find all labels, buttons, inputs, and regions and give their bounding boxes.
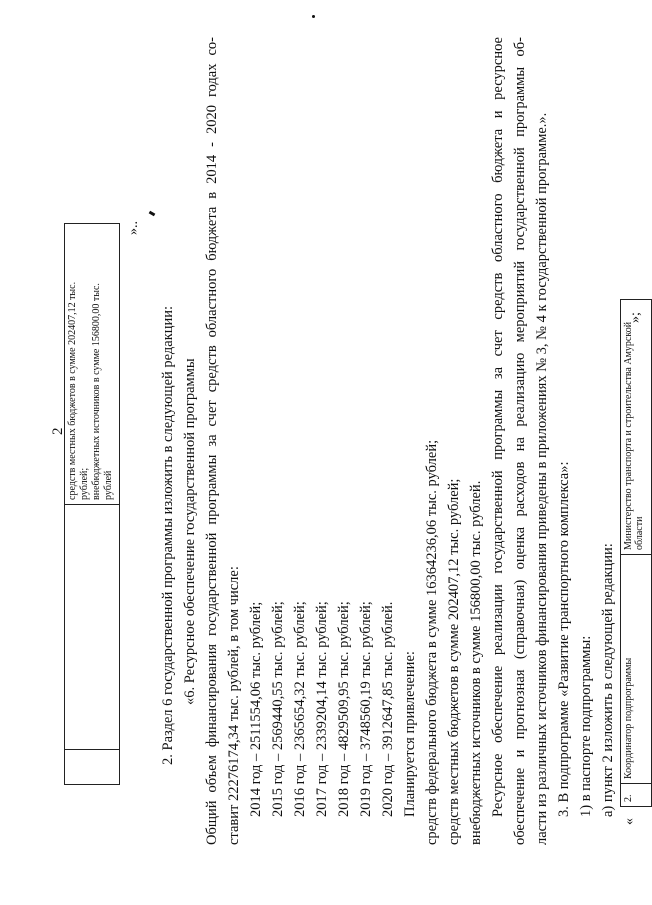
- paragraph-line: Ресурсное обеспечение реализации государственной программы за счет средств областного бюджета и ресурсное: [490, 37, 506, 817]
- year-line: 2019 год – 3748560,19 тыс. рублей;: [358, 601, 374, 817]
- paragraph-line: средств федерального бюджета в сумме 16364236,06 тыс. рублей;: [424, 439, 440, 845]
- table-cell-empty: [65, 505, 120, 750]
- opening-quote: «: [622, 818, 637, 825]
- funding-line: рублей;: [79, 467, 90, 500]
- funding-line: внебюджетных источников в сумме 156800,00 тыс.: [91, 283, 102, 500]
- paragraph-line: 3. В подпрограмме «Развитие транспортного комплекса»:: [556, 461, 572, 817]
- funding-line: рублей: [103, 470, 114, 500]
- table-cell-number: 2.: [621, 784, 652, 807]
- year-line: 2016 год – 2365654,32 тыс. рублей;: [292, 601, 308, 817]
- paragraph-line: средств местных бюджетов в сумме 202407,12 тыс. рублей;: [446, 478, 462, 845]
- coordinator-table: [620, 299, 652, 807]
- closing-quote: »..: [126, 221, 141, 235]
- funding-table-fragment: [64, 223, 120, 785]
- scan-mark: [312, 15, 315, 18]
- paragraph-line: Планируется привлечение:: [402, 651, 418, 817]
- year-line: 2020 год – 3912647,85 тыс. рублей.: [380, 601, 396, 817]
- year-line: 2015 год – 2569440,55 тыс. рублей;: [270, 601, 286, 817]
- paragraph-line: внебюджетных источников в сумме 156800,00 тыс. рублей.: [468, 480, 484, 845]
- closing-quote: »;: [628, 312, 643, 323]
- paragraph-line: обеспечение и прогнозная (справочная) оценка расходов на реализацию мероприятий государственной программы об-: [512, 37, 528, 845]
- year-line: 2017 год – 2339204,14 тыс. рублей;: [314, 601, 330, 817]
- table-cell-empty: [65, 750, 120, 785]
- section-heading: «6. Ресурсное обеспечение государственной программы: [182, 358, 198, 705]
- page-number: 2: [50, 427, 66, 435]
- table-cell-value: Министерство транспорта и строительства Амурской области: [621, 300, 652, 555]
- funding-line: средств местных бюджетов в сумме 202407,12 тыс.: [67, 281, 78, 500]
- paragraph-line: Общий объем финансирования государственной программы за счет средств областного бюджета в 2014 - 2020 годах со-: [204, 37, 220, 845]
- scan-mark: [149, 211, 156, 217]
- paragraph-section-2: 2. Раздел 6 государственной программы изложить в следующей редакции:: [160, 305, 176, 765]
- table-cell-label: Координатор подпрограммы: [621, 555, 652, 784]
- paragraph-line: а) пункт 2 изложить в следующей редакции:: [600, 543, 616, 817]
- year-line: 2014 год – 2511554,06 тыс. рублей;: [248, 601, 264, 817]
- paragraph-line: 1) в паспорте подпрограммы:: [578, 635, 594, 817]
- table-cell-funding-text: [65, 224, 120, 505]
- paragraph-line: ставит 22276174,34 тыс. рублей, в том числе:: [226, 566, 242, 845]
- year-line: 2018 год – 4829509,95 тыс. рублей;: [336, 601, 352, 817]
- paragraph-line: ласти из различных источников финансирования приведены в приложениях № 3, № 4 к государственной программе.».: [534, 112, 550, 845]
